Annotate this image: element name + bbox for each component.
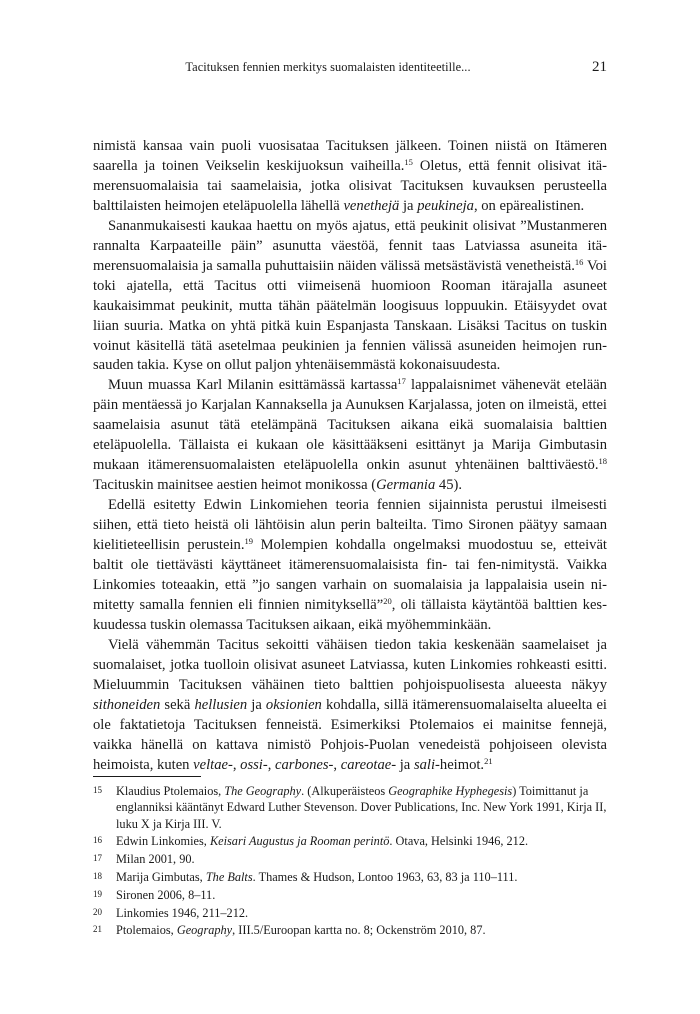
italic-text: Geographike Hyphegesis [388, 784, 513, 798]
footnote-ref: 21 [484, 755, 493, 766]
footnote-number: 21 [93, 924, 102, 935]
text-run: , III.5/Euroopan kartta no. 8; Ockenström 2010, 87. [232, 923, 486, 938]
footnote-ref: 17 [397, 376, 406, 387]
text-run: ) Toimittanut ja englanniksi kääntänyt Edward Luther Stevenson. Dover Publications, Inc. New York 1991, Kirja II, luku X ja Kirja III. V. [116, 784, 607, 831]
paragraph [93, 217, 607, 377]
text-run: kohdalla, sillä itämerensuomalaiselta alueelta ei ole faktatietoja Tacituksen fenneistä. Esimerkiksi Ptolemaios ei mainitse fennejä, vaikka hänellä on kattava nimistö Pohjois-Puolan venedeistä pohjoiseen olevista heimoista, kuten [93, 696, 607, 773]
italic-text: Geography [176, 923, 233, 938]
running-head [93, 57, 607, 77]
footnote-rule [93, 776, 201, 777]
text-run: 45). [435, 477, 463, 494]
footnote-number: 17 [93, 853, 102, 864]
footnote [93, 783, 607, 832]
footnote [93, 922, 607, 938]
text-run: -heimot. [435, 756, 485, 773]
italic-text: Germania [376, 477, 436, 494]
italic-text: careotae [340, 756, 392, 773]
text-run: -, [328, 756, 341, 773]
page-number: 21 [592, 59, 607, 75]
footnote-number: 18 [93, 870, 102, 881]
running-head-title: Tacituksen fennien merkitys suomalaisten identiteetille... [185, 60, 471, 74]
text-run: Vielä vähemmän Tacitus sekoitti vähäisen tiedon takia keskenään saamelaiset ja suomalaiset, jotka tuolloin olisivat asuneet Latviassa, kuten Linkomies rohkeasti esitti. Mieluummin Tacituksen vähäinen tieto balttien pohjoispuolisesta alueesta näkyy [93, 636, 607, 693]
footnote-ref: 15 [404, 156, 413, 167]
italic-text: The Geography [224, 784, 302, 798]
text-run: Oletus, että fennit olisivat itämerensuomalaisia tai saamelaisia, jotka olisivat Tacituksen kuvauksen perusteella balttilaisten heimojen eteläpuolella lähellä [93, 157, 607, 214]
text-run: sekä [160, 696, 195, 713]
italic-text: venethejä [343, 197, 400, 214]
italic-text: oksionien [265, 696, 322, 713]
italic-text: peukineja [417, 197, 474, 214]
text-run: , oli tällaista käytäntöä balttien keskuudessa tuskin olemassa Tacituksen aikaan, eikä myöhemminkään. [93, 596, 607, 633]
italic-text: sali [413, 756, 436, 773]
text-run: ja [399, 197, 418, 214]
italic-text: sithoneiden [93, 696, 161, 713]
text-run: nimistä kansaa vain puoli vuosisataa Tacituksen jälkeen. Toinen niistä on Itämeren saarella ja toinen Veikselin keskijuoksun vaiheilla. [93, 138, 607, 174]
footnote-number: 15 [93, 785, 102, 795]
footnote-ref: 19 [244, 536, 253, 547]
italic-text: veltae [193, 756, 228, 773]
text-run: Linkomies 1946, 211–212. [116, 905, 249, 920]
paragraph [93, 496, 607, 636]
text-run: Marija Gimbutas, [116, 869, 206, 884]
text-run: Molempien kohdalla ongelmaksi muodostuu se, etteivät baltit ole tiettävästi käyttäneet itämerensuomalaisista fin- tai fen-nimitystä. Vaikka Linkomies toteaakin, että ”jo sangen varhain on suomalaisia ja lappalaisia usein nimitetty samalla fennien eli finnien nimityksellä” [93, 537, 607, 613]
body-text [93, 137, 607, 776]
text-run: Ptolemaios, [116, 923, 177, 938]
footnote [93, 905, 607, 921]
text-run: , on epärealistinen. [473, 197, 585, 214]
text-run: Edwin Linkomies, [116, 834, 210, 849]
footnote-number: 19 [93, 888, 102, 899]
italic-text: The Balts [205, 869, 253, 884]
footnote-text [116, 887, 607, 903]
text-run: Edellä esitetty Edwin Linkomiehen teoria fennien sijainnista perustui ilmeisesti siihen, että tieto heistä oli lähtöisin alun perin balteilta. Timo Sironen päätyy samaan kielitieteellisin perustein. [93, 497, 607, 554]
italic-text: Keisari Augustus ja Rooman perintö [209, 834, 390, 849]
paragraph [93, 137, 607, 217]
footnote-text [116, 783, 607, 832]
footnote [93, 851, 607, 867]
italic-text: hellusien [194, 696, 248, 713]
text-run: Klaudius Ptolemaios, [116, 784, 225, 798]
text-run: . Otava, Helsinki 1946, 212. [389, 834, 529, 849]
text-run: -, [227, 756, 241, 773]
footnote [93, 833, 607, 849]
text-run: Tacituskin mainitsee aestien heimot monikossa ( [93, 477, 377, 494]
footnote-number: 20 [93, 906, 102, 917]
text-run: Voi toki ajatella, että Tacitus otti viimeisenä huomioon Rooman itärajalla asuneet kaukaisimmat peukinit, mutta tähän päätelmän loogisuus loppuukin. Etäisyydet ovat liian suuria. Matka on yhtä pitkä kuin Espanjasta Tanskaan. Lisäksi Tacitus on tuskin voinut käsitellä tätä asetelmaa peukinien ja fennien välissä asuneiden heimojen runsauden takia. Kyse on ollut paljon yhtenäisemmästä kokonaisuudesta. [93, 257, 607, 374]
footnote-ref: 18 [598, 456, 607, 467]
footnote [93, 887, 607, 903]
footnotes [93, 783, 607, 940]
text-run: Sananmukaisesti kaukaa haettu on myös ajatus, että peukinit olisivat ”Mustanmeren rannalta Karpaateille päin” asunutta väestöä, fennit taas Latviassa asuneita itämerensuomalaisia ja samalla puhuttaisiin näiden välissä metsästävistä venetheistä. [93, 217, 607, 274]
paragraph [93, 376, 607, 496]
footnote-text [116, 851, 607, 867]
text-run: . Thames & Hudson, Lontoo 1963, 63, 83 ja 110–111. [252, 869, 518, 884]
text-run: - ja [391, 756, 414, 773]
text-run: Muun muassa Karl Milanin esittämässä kartassa [108, 377, 398, 394]
text-run: ja [247, 696, 266, 713]
text-run: -, [262, 756, 276, 773]
text-run: . (Alkuperäisteos [301, 784, 389, 798]
footnote-text [116, 922, 607, 938]
footnote-text [116, 833, 607, 849]
footnote-number: 16 [93, 835, 102, 846]
footnote-text [116, 869, 607, 885]
text-run: Milan 2001, 90. [116, 852, 195, 867]
italic-text: ossi [240, 756, 263, 773]
footnote-text [116, 905, 607, 921]
footnote [93, 869, 607, 885]
footnote-ref: 20 [383, 595, 392, 606]
footnote-ref: 16 [574, 256, 584, 267]
text-run: Sironen 2006, 8–11. [116, 887, 216, 902]
paragraph [93, 636, 607, 776]
text-run: lappalaisnimet vähenevät etelään päin mentäessä jo Karjalan Kannaksella ja Aunuksen Karjalassa, joten on ilmeistä, ettei saamelaisia asunut tätä etelämpänä Tacituksen aikana eikä suomalaisia balttien eteläpuolella. Tällaista ei kukaan ole käsittääkseni esittänyt ja Marija Gimbutasin mukaan itämerensuomalaisten eteläpuolella onkin asunut yhtenäinen balttiväestö. [93, 377, 607, 474]
italic-text: carbones [275, 756, 329, 773]
